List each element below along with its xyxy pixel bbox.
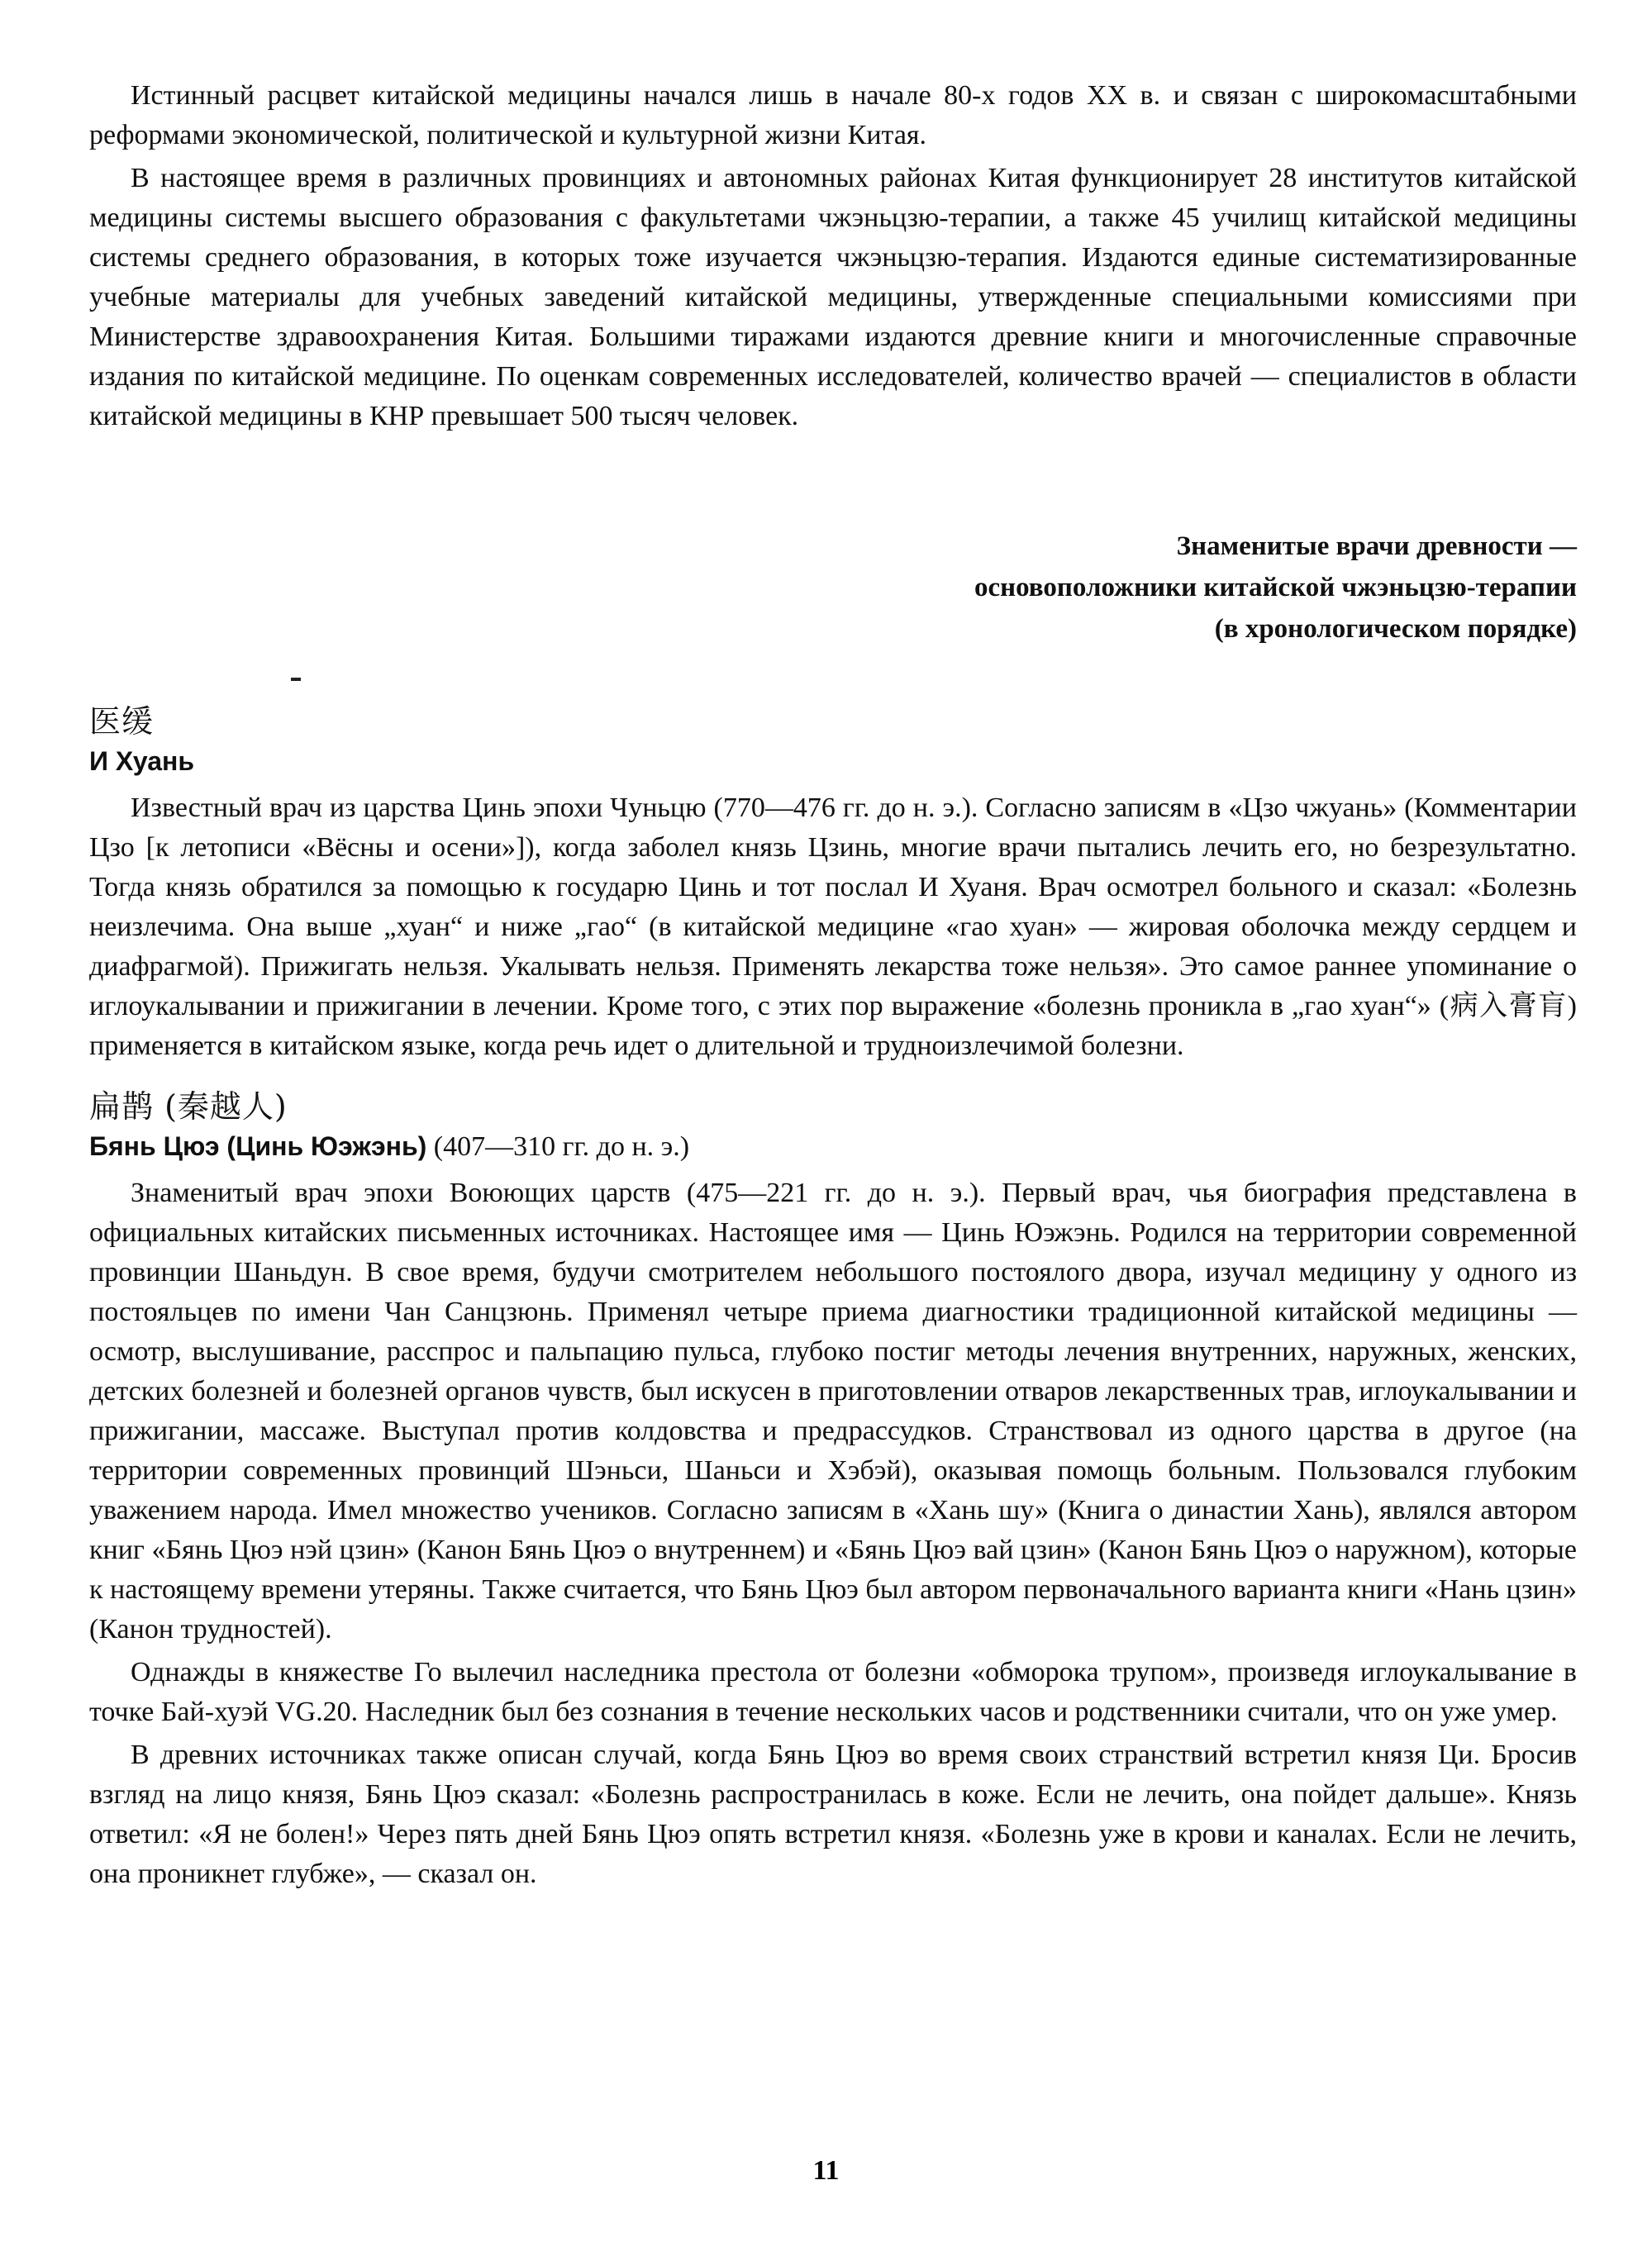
entry-paragraph: Знаменитый врач эпохи Воюющих царств (475—221 гг. до н. э.). Первый врач, чья биография представлена в официальных китайских письменных источниках. Настоящее имя — Цинь Юэжэнь. Родился на территории современной провинции Шаньдун. В свое время, будучи смотрителем небольшого постоялого двора, изучал медицину у одного из постояльцев по имени Чан Санцзюнь. Применял четыре приема диагностики традиционной китайской медицины — осмотр, выслушивание, расспрос и пальпацию пульса, глубоко постиг методы лечения внутренних, наружных, женских, детских болезней и болезней органов чувств, был искусен в приготовлении отваров лекарственных трав, иглоукалывании и прижигании, массаже. Выступал против колдовства и предрассудков. Странствовал из одного царства в другое (на территории современных провинций Шэньси, Шаньси и Хэбэй), оказывая помощь больным. Пользовался глубоким уважением народа. Имел множество учеников. Согласно записям в «Хань шу» (Книга о династии Хань), являлся автором книг «Бянь Цюэ нэй цзин» (Канон Бянь Цюэ о внутреннем) и «Бянь Цюэ вай цзин» (Канон Бянь Цюэ о наружном), которые к настоящему времени утеряны. Также считается, что Бянь Цюэ был автором первоначального варианта книги «Нань цзин» (Канон трудностей).	[89, 1178, 1577, 1645]
intro-paragraph-1: Истинный расцвет китайской медицины начался лишь в начале 80-х годов XX в. и связан с широкомасштабными реформами экономической, политической и культурной жизни Китая.	[89, 80, 1577, 150]
entry-chinese-name: 医缓	[89, 703, 155, 740]
entry-paragraph: В древних источниках также описан случай, когда Бянь Цюэ во время своих странствий встретил князя Ци. Бросив взгляд на лицо князя, Бянь Цюэ сказал: «Болезнь распространилась в коже. Если не лечить, она пойдет дальше». Князь ответил: «Я не болен!» Через пять дней Бянь Цюэ опять встретил князя. «Болезнь уже в крови и каналах. Если не лечить, она проникнет глубже», — сказал он.	[89, 1740, 1577, 1889]
stray-mark	[291, 678, 301, 681]
intro-text	[89, 76, 1577, 436]
entry-dates: (407—310 гг. до н. э.)	[433, 1131, 690, 1162]
page-number: 11	[812, 2155, 840, 2186]
section-title-line-3: (в хронологическом порядке)	[1214, 614, 1577, 644]
entry-heading	[89, 742, 1577, 782]
entry-heading	[89, 1127, 1577, 1167]
book-page	[89, 76, 1577, 1894]
entry-chinese-name: 扁鹊 (秦越人)	[89, 1088, 288, 1125]
entry-name: И Хуань	[89, 746, 194, 776]
section-title-line-1: Знаменитые врачи древности —	[1176, 531, 1577, 561]
entry-paragraph: Однажды в княжестве Го вылечил наследника престола от болезни «обморока трупом», произведя иглоукалывание в точке Бай-хуэй VG.20. Наследник был без сознания в течение нескольких часов и родственники считали, что он уже умер.	[89, 1657, 1577, 1727]
entry-paragraph: Известный врач из царства Цинь эпохи Чуньцю (770—476 гг. до н. э.). Согласно записям в «Цзо чжуань» (Комментарии Цзо [к летописи «Вёсны и осени»]), когда заболел князь Цзинь, многие врачи пытались лечить его, но безрезультатно. Тогда князь обратился за помощью к государю Цинь и тот послал И Хуаня. Врач осмотрел больного и сказал: «Болезнь неизлечима. Она выше „хуан“ и ниже „гао“ (в китайской медицине «гао хуан» — жировая оболочка между сердцем и диафрагмой). Прижигать нельзя. Укалывать нельзя. Применять лекарства тоже нельзя». Это самое раннее упоминание о иглоукалывании и прижигании в лечении. Кроме того, с этих пор выражение «болезнь проникла в „гао хуан“» (病入膏肓) применяется в китайском языке, когда речь идет о длительной и трудноизлечимой болезни.	[89, 793, 1577, 1061]
intro-paragraph-2: В настоящее время в различных провинциях и автономных районах Китая функционирует 28 институтов китайской медицины системы высшего образования с факультетами чжэньцзю-терапии, а также 45 училищ китайской медицины системы среднего образования, в которых тоже изучается чжэньцзю-терапия. Издаются единые систематизированные учебные материалы для учебных заведений китайской медицины, утвержденные специальными комиссиями при Министерстве здравоохранения Китая. Большими тиражами издаются древние книги и многочисленные справочные издания по китайской медицине. По оценкам современных исследователей, количество врачей — специалистов в области китайской медицины в КНР превышает 500 тысяч человек.	[89, 163, 1577, 431]
section-title	[89, 526, 1577, 650]
entry-i-huan	[89, 701, 1577, 1066]
entry-name: Бянь Цюэ (Цинь Юэжэнь)	[89, 1131, 427, 1161]
section-title-line-2: основоположники китайской чжэньцзю-терапии	[974, 573, 1577, 602]
entry-bian-que	[89, 1086, 1577, 1894]
